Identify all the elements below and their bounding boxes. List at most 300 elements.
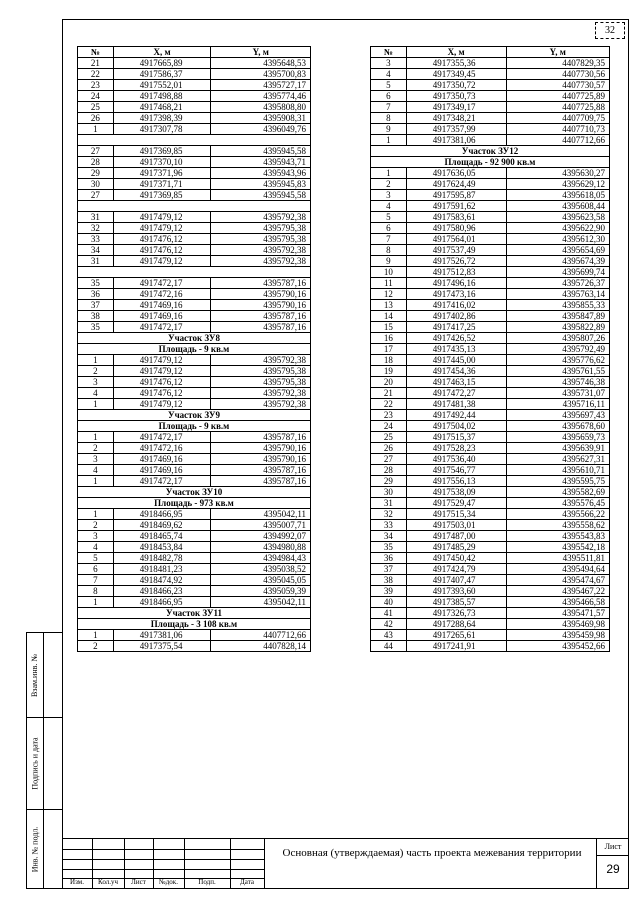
- point-number: 2: [78, 641, 114, 652]
- point-number: 26: [78, 113, 114, 124]
- x-coord: 4917492,44: [406, 410, 506, 421]
- point-number: 21: [78, 58, 114, 69]
- table-row: [78, 300, 311, 311]
- point-number: 1: [78, 355, 114, 366]
- x-coord: 4917624,49: [406, 179, 506, 190]
- coords-table-left: [77, 46, 311, 652]
- y-coord: 4395787,16: [211, 278, 311, 289]
- x-coord: 4917512,83: [406, 267, 506, 278]
- point-number: 42: [371, 619, 407, 630]
- y-coord: 4395787,16: [211, 311, 311, 322]
- x-coord: 4917552,01: [113, 80, 211, 91]
- table-row: [78, 465, 311, 476]
- table-row: [78, 322, 311, 333]
- table-row: [78, 278, 311, 289]
- x-coord: 4917536,40: [406, 454, 506, 465]
- table-row: [371, 256, 610, 267]
- x-coord: 4917371,96: [113, 168, 211, 179]
- table-row: [371, 344, 610, 355]
- y-coord: 4395612,30: [506, 234, 610, 245]
- point-number: 7: [78, 575, 114, 586]
- y-coord: 4407730,57: [506, 80, 610, 91]
- table-row: [371, 410, 610, 421]
- point-number: 1: [78, 432, 114, 443]
- point-number: 31: [78, 212, 114, 223]
- table-row: [78, 256, 311, 267]
- point-number: 8: [78, 586, 114, 597]
- y-coord: 4395582,69: [506, 487, 610, 498]
- table-row: [371, 190, 610, 201]
- point-number: 3: [78, 454, 114, 465]
- y-coord: 4395659,73: [506, 432, 610, 443]
- point-number: 1: [371, 168, 407, 179]
- x-coord: 4917385,57: [406, 597, 506, 608]
- x-coord: 4917564,01: [406, 234, 506, 245]
- x-coord: 4917538,09: [406, 487, 506, 498]
- table-row: [371, 245, 610, 256]
- stamp-col-doc: №док.: [159, 878, 178, 886]
- table-row: [371, 278, 610, 289]
- table-row: [78, 509, 311, 520]
- x-coord: 4917472,17: [113, 432, 211, 443]
- table-row: [371, 212, 610, 223]
- x-coord: 4917398,39: [113, 113, 211, 124]
- x-coord: 4917468,21: [113, 102, 211, 113]
- section-heading-row: [78, 333, 311, 344]
- table-row: [371, 179, 610, 190]
- point-number: 7: [371, 102, 407, 113]
- table-row: [371, 234, 610, 245]
- y-coord: 4395792,38: [211, 355, 311, 366]
- point-number: 39: [371, 586, 407, 597]
- table-row: [371, 553, 610, 564]
- page-label: 32: [595, 22, 625, 39]
- x-coord: 4918474,92: [113, 575, 211, 586]
- y-coord: 4395943,71: [211, 157, 311, 168]
- y-coord: 4395042,11: [211, 509, 311, 520]
- blank-row: [78, 201, 311, 212]
- point-number: 43: [371, 630, 407, 641]
- stamp-col-sign: Подп.: [198, 878, 216, 886]
- section-heading: Участок ЗУ9: [78, 410, 311, 421]
- y-coord: 4395792,38: [211, 256, 311, 267]
- x-coord: 4917472,17: [113, 278, 211, 289]
- table-row: [371, 113, 610, 124]
- table-row: [78, 553, 311, 564]
- table-row: [78, 157, 311, 168]
- y-coord: 4395945,58: [211, 146, 311, 157]
- table-row: [371, 399, 610, 410]
- point-number: 36: [78, 289, 114, 300]
- y-coord: 4395807,26: [506, 333, 610, 344]
- point-number: 40: [371, 597, 407, 608]
- point-number: 26: [371, 443, 407, 454]
- point-number: 27: [78, 146, 114, 157]
- x-coord: 4917463,15: [406, 377, 506, 388]
- x-coord: 4917350,73: [406, 91, 506, 102]
- x-coord: 4918466,95: [113, 509, 211, 520]
- blank-row: [78, 267, 311, 278]
- table-row: [371, 520, 610, 531]
- x-coord: 4917469,16: [113, 300, 211, 311]
- x-coord: 4917476,12: [113, 388, 211, 399]
- x-coord: 4917479,12: [113, 366, 211, 377]
- table-row: [371, 80, 610, 91]
- table-row: [371, 432, 610, 443]
- table-row: [78, 531, 311, 542]
- header-number: №: [78, 47, 114, 58]
- x-coord: 4917357,99: [406, 124, 506, 135]
- x-coord: 4917355,36: [406, 58, 506, 69]
- point-number: 32: [78, 223, 114, 234]
- table-row: [78, 69, 311, 80]
- side-label-sign-date: Подпись и дата: [30, 736, 40, 790]
- point-number: 18: [371, 355, 407, 366]
- y-coord: 4394992,07: [211, 531, 311, 542]
- section-heading: Участок ЗУ8: [78, 333, 311, 344]
- y-coord: 4395945,83: [211, 179, 311, 190]
- y-coord: 4395792,38: [211, 388, 311, 399]
- y-coord: 4395059,39: [211, 586, 311, 597]
- y-coord: 4395474,67: [506, 575, 610, 586]
- y-coord: 4394984,43: [211, 553, 311, 564]
- table-row: [78, 586, 311, 597]
- point-number: 1: [78, 124, 114, 135]
- table-row: [371, 311, 610, 322]
- x-coord: 4917326,73: [406, 608, 506, 619]
- y-coord: 4395566,22: [506, 509, 610, 520]
- table-row: [78, 542, 311, 553]
- point-number: 17: [371, 344, 407, 355]
- y-coord: 4395761,55: [506, 366, 610, 377]
- y-coord: 4395618,05: [506, 190, 610, 201]
- table-row: [371, 201, 610, 212]
- y-coord: 4395792,49: [506, 344, 610, 355]
- y-coord: 4395808,80: [211, 102, 311, 113]
- y-coord: 4395471,57: [506, 608, 610, 619]
- title-block: [62, 838, 629, 889]
- table-row: [78, 575, 311, 586]
- y-coord: 4395795,38: [211, 366, 311, 377]
- point-number: 1: [78, 399, 114, 410]
- y-coord: 4407712,66: [211, 630, 311, 641]
- x-coord: 4917450,42: [406, 553, 506, 564]
- y-coord: 4395792,38: [211, 245, 311, 256]
- table-row: [371, 388, 610, 399]
- table-header: [371, 47, 610, 58]
- x-coord: 4917445,00: [406, 355, 506, 366]
- x-coord: 4917636,05: [406, 168, 506, 179]
- stamp-col-date: Дата: [240, 878, 254, 886]
- coords-table-right: [370, 46, 610, 652]
- y-coord: 4395787,16: [211, 476, 311, 487]
- table-row: [371, 597, 610, 608]
- table-row: [371, 377, 610, 388]
- table-row: [78, 80, 311, 91]
- point-number: 16: [371, 333, 407, 344]
- header-x: X, м: [113, 47, 211, 58]
- x-coord: 4917496,16: [406, 278, 506, 289]
- x-coord: 4918482,78: [113, 553, 211, 564]
- x-coord: 4918481,23: [113, 564, 211, 575]
- point-number: 1: [78, 630, 114, 641]
- table-row: [371, 333, 610, 344]
- point-number: 9: [371, 256, 407, 267]
- x-coord: 4917381,06: [406, 135, 506, 146]
- point-number: 7: [371, 234, 407, 245]
- document-title: Основная (утверждаемая) часть проекта межевания территории: [282, 847, 582, 859]
- y-coord: 4395855,33: [506, 300, 610, 311]
- point-number: 8: [371, 245, 407, 256]
- y-coord: 4395822,89: [506, 322, 610, 333]
- point-number: 9: [371, 124, 407, 135]
- table-row: [371, 267, 610, 278]
- y-coord: 4395787,16: [211, 465, 311, 476]
- table-row: [78, 212, 311, 223]
- x-coord: 4917349,17: [406, 102, 506, 113]
- section-heading: Площадь - 3 108 кв.м: [78, 619, 311, 630]
- point-number: 20: [371, 377, 407, 388]
- table-row: [371, 630, 610, 641]
- table-row: [371, 168, 610, 179]
- x-coord: 4917479,12: [113, 212, 211, 223]
- y-coord: 4395648,53: [211, 58, 311, 69]
- y-coord: 4395678,60: [506, 421, 610, 432]
- sheet-label: Лист: [604, 842, 622, 851]
- y-coord: 4395697,43: [506, 410, 610, 421]
- section-heading-row: [78, 487, 311, 498]
- table-row: [78, 102, 311, 113]
- table-row: [371, 124, 610, 135]
- point-number: 31: [371, 498, 407, 509]
- section-heading: Площадь - 92 900 кв.м: [371, 157, 610, 168]
- point-number: 1: [78, 476, 114, 487]
- point-number: 21: [371, 388, 407, 399]
- y-coord: 4395654,69: [506, 245, 610, 256]
- x-coord: 4917265,61: [406, 630, 506, 641]
- x-coord: 4917472,16: [113, 443, 211, 454]
- x-coord: 4917476,12: [113, 245, 211, 256]
- y-coord: 4395776,62: [506, 355, 610, 366]
- y-coord: 4395459,98: [506, 630, 610, 641]
- table-row: [371, 69, 610, 80]
- x-coord: 4917481,38: [406, 399, 506, 410]
- table-row: [371, 102, 610, 113]
- y-coord: 4395494,64: [506, 564, 610, 575]
- table-row: [78, 223, 311, 234]
- section-heading-row: [78, 608, 311, 619]
- table-row: [371, 465, 610, 476]
- header-x: X, м: [406, 47, 506, 58]
- point-number: 14: [371, 311, 407, 322]
- y-coord: 4395700,83: [211, 69, 311, 80]
- point-number: 38: [371, 575, 407, 586]
- point-number: 3: [78, 531, 114, 542]
- point-number: 3: [78, 377, 114, 388]
- table-row: [371, 421, 610, 432]
- y-coord: 4395042,11: [211, 597, 311, 608]
- table-row: [371, 641, 610, 652]
- point-number: 2: [78, 366, 114, 377]
- x-coord: 4917393,60: [406, 586, 506, 597]
- table-row: [78, 641, 311, 652]
- y-coord: 4395576,45: [506, 498, 610, 509]
- point-number: 1: [371, 135, 407, 146]
- y-coord: 4395558,62: [506, 520, 610, 531]
- point-number: 6: [78, 564, 114, 575]
- y-coord: 4395610,71: [506, 465, 610, 476]
- side-label-inventory: Инв. № подл.: [30, 826, 40, 872]
- point-number: 4: [78, 542, 114, 553]
- x-coord: 4917416,02: [406, 300, 506, 311]
- x-coord: 4917375,54: [113, 641, 211, 652]
- x-coord: 4918469,62: [113, 520, 211, 531]
- point-number: 5: [371, 212, 407, 223]
- x-coord: 4917472,17: [113, 476, 211, 487]
- x-coord: 4917515,37: [406, 432, 506, 443]
- table-row: [371, 355, 610, 366]
- x-coord: 4918453,84: [113, 542, 211, 553]
- table-row: [78, 377, 311, 388]
- y-coord: 4395469,98: [506, 619, 610, 630]
- x-coord: 4917526,72: [406, 256, 506, 267]
- y-coord: 4407725,88: [506, 102, 610, 113]
- point-number: 28: [371, 465, 407, 476]
- point-number: 27: [78, 190, 114, 201]
- y-coord: 4407730,56: [506, 69, 610, 80]
- table-row: [371, 531, 610, 542]
- x-coord: 4917349,45: [406, 69, 506, 80]
- x-coord: 4917381,06: [113, 630, 211, 641]
- point-number: 4: [371, 201, 407, 212]
- section-heading-row: [78, 410, 311, 421]
- point-number: 23: [371, 410, 407, 421]
- point-number: 2: [78, 520, 114, 531]
- table-row: [371, 443, 610, 454]
- x-coord: 4917479,12: [113, 256, 211, 267]
- table-row: [78, 168, 311, 179]
- point-number: 33: [371, 520, 407, 531]
- point-number: 4: [78, 388, 114, 399]
- y-coord: 4395543,83: [506, 531, 610, 542]
- x-coord: 4917426,52: [406, 333, 506, 344]
- point-number: 28: [78, 157, 114, 168]
- table-row: [78, 597, 311, 608]
- table-row: [78, 630, 311, 641]
- table-row: [371, 454, 610, 465]
- x-coord: 4917435,13: [406, 344, 506, 355]
- y-coord: 4395630,27: [506, 168, 610, 179]
- table-row: [371, 487, 610, 498]
- point-number: 1: [78, 597, 114, 608]
- y-coord: 4395795,38: [211, 234, 311, 245]
- table-row: [78, 91, 311, 102]
- stamp-col-change: Изм.: [70, 878, 84, 886]
- x-coord: 4917591,62: [406, 201, 506, 212]
- point-number: 2: [78, 443, 114, 454]
- x-coord: 4917503,01: [406, 520, 506, 531]
- side-strip: [26, 632, 62, 889]
- y-coord: 4407725,89: [506, 91, 610, 102]
- section-heading: Площадь - 9 кв.м: [78, 344, 311, 355]
- y-coord: 4395795,38: [211, 223, 311, 234]
- point-number: 19: [371, 366, 407, 377]
- point-number: 34: [371, 531, 407, 542]
- point-number: 12: [371, 289, 407, 300]
- point-number: 6: [371, 91, 407, 102]
- x-coord: 4917586,37: [113, 69, 211, 80]
- x-coord: 4917528,23: [406, 443, 506, 454]
- y-coord: 4395787,16: [211, 322, 311, 333]
- stamp-col-count: Кол.уч: [98, 878, 118, 886]
- x-coord: 4917469,16: [113, 465, 211, 476]
- y-coord: 4395746,38: [506, 377, 610, 388]
- y-coord: 4395945,58: [211, 190, 311, 201]
- x-coord: 4917529,47: [406, 498, 506, 509]
- x-coord: 4917407,47: [406, 575, 506, 586]
- x-coord: 4917350,72: [406, 80, 506, 91]
- x-coord: 4917369,85: [113, 190, 211, 201]
- x-coord: 4917546,77: [406, 465, 506, 476]
- y-coord: 4395795,38: [211, 377, 311, 388]
- point-number: 3: [371, 58, 407, 69]
- y-coord: 4395467,22: [506, 586, 610, 597]
- y-coord: 4407712,66: [506, 135, 610, 146]
- y-coord: 4395774,46: [211, 91, 311, 102]
- point-number: 5: [78, 553, 114, 564]
- table-row: [371, 91, 610, 102]
- y-coord: 4395790,16: [211, 300, 311, 311]
- table-row: [371, 300, 610, 311]
- stamp-col-sheet: Лист: [131, 878, 146, 886]
- y-coord: 4407710,73: [506, 124, 610, 135]
- header-number: №: [371, 47, 407, 58]
- x-coord: 4917472,17: [113, 322, 211, 333]
- section-heading-row: [371, 157, 610, 168]
- table-row: [371, 542, 610, 553]
- x-coord: 4918466,95: [113, 597, 211, 608]
- y-coord: 4395542,18: [506, 542, 610, 553]
- point-number: 8: [371, 113, 407, 124]
- table-row: [371, 289, 610, 300]
- table-header: [78, 47, 311, 58]
- table-row: [78, 443, 311, 454]
- y-coord: 4395792,38: [211, 399, 311, 410]
- table-row: [78, 564, 311, 575]
- y-coord: 4395790,16: [211, 443, 311, 454]
- y-coord: 4395908,31: [211, 113, 311, 124]
- point-number: 35: [78, 278, 114, 289]
- point-number: 24: [371, 421, 407, 432]
- x-coord: 4917241,91: [406, 641, 506, 652]
- point-number: 23: [78, 80, 114, 91]
- section-heading-row: [78, 498, 311, 509]
- point-number: 35: [78, 322, 114, 333]
- y-coord: 4395787,16: [211, 432, 311, 443]
- point-number: 29: [78, 168, 114, 179]
- y-coord: 4396049,76: [211, 124, 311, 135]
- point-number: 37: [78, 300, 114, 311]
- y-coord: 4395038,52: [211, 564, 311, 575]
- point-number: 38: [78, 311, 114, 322]
- table-row: [371, 366, 610, 377]
- point-number: 13: [371, 300, 407, 311]
- x-coord: 4917469,16: [113, 454, 211, 465]
- point-number: 25: [78, 102, 114, 113]
- y-coord: 4395466,58: [506, 597, 610, 608]
- table-row: [371, 223, 610, 234]
- point-number: 22: [78, 69, 114, 80]
